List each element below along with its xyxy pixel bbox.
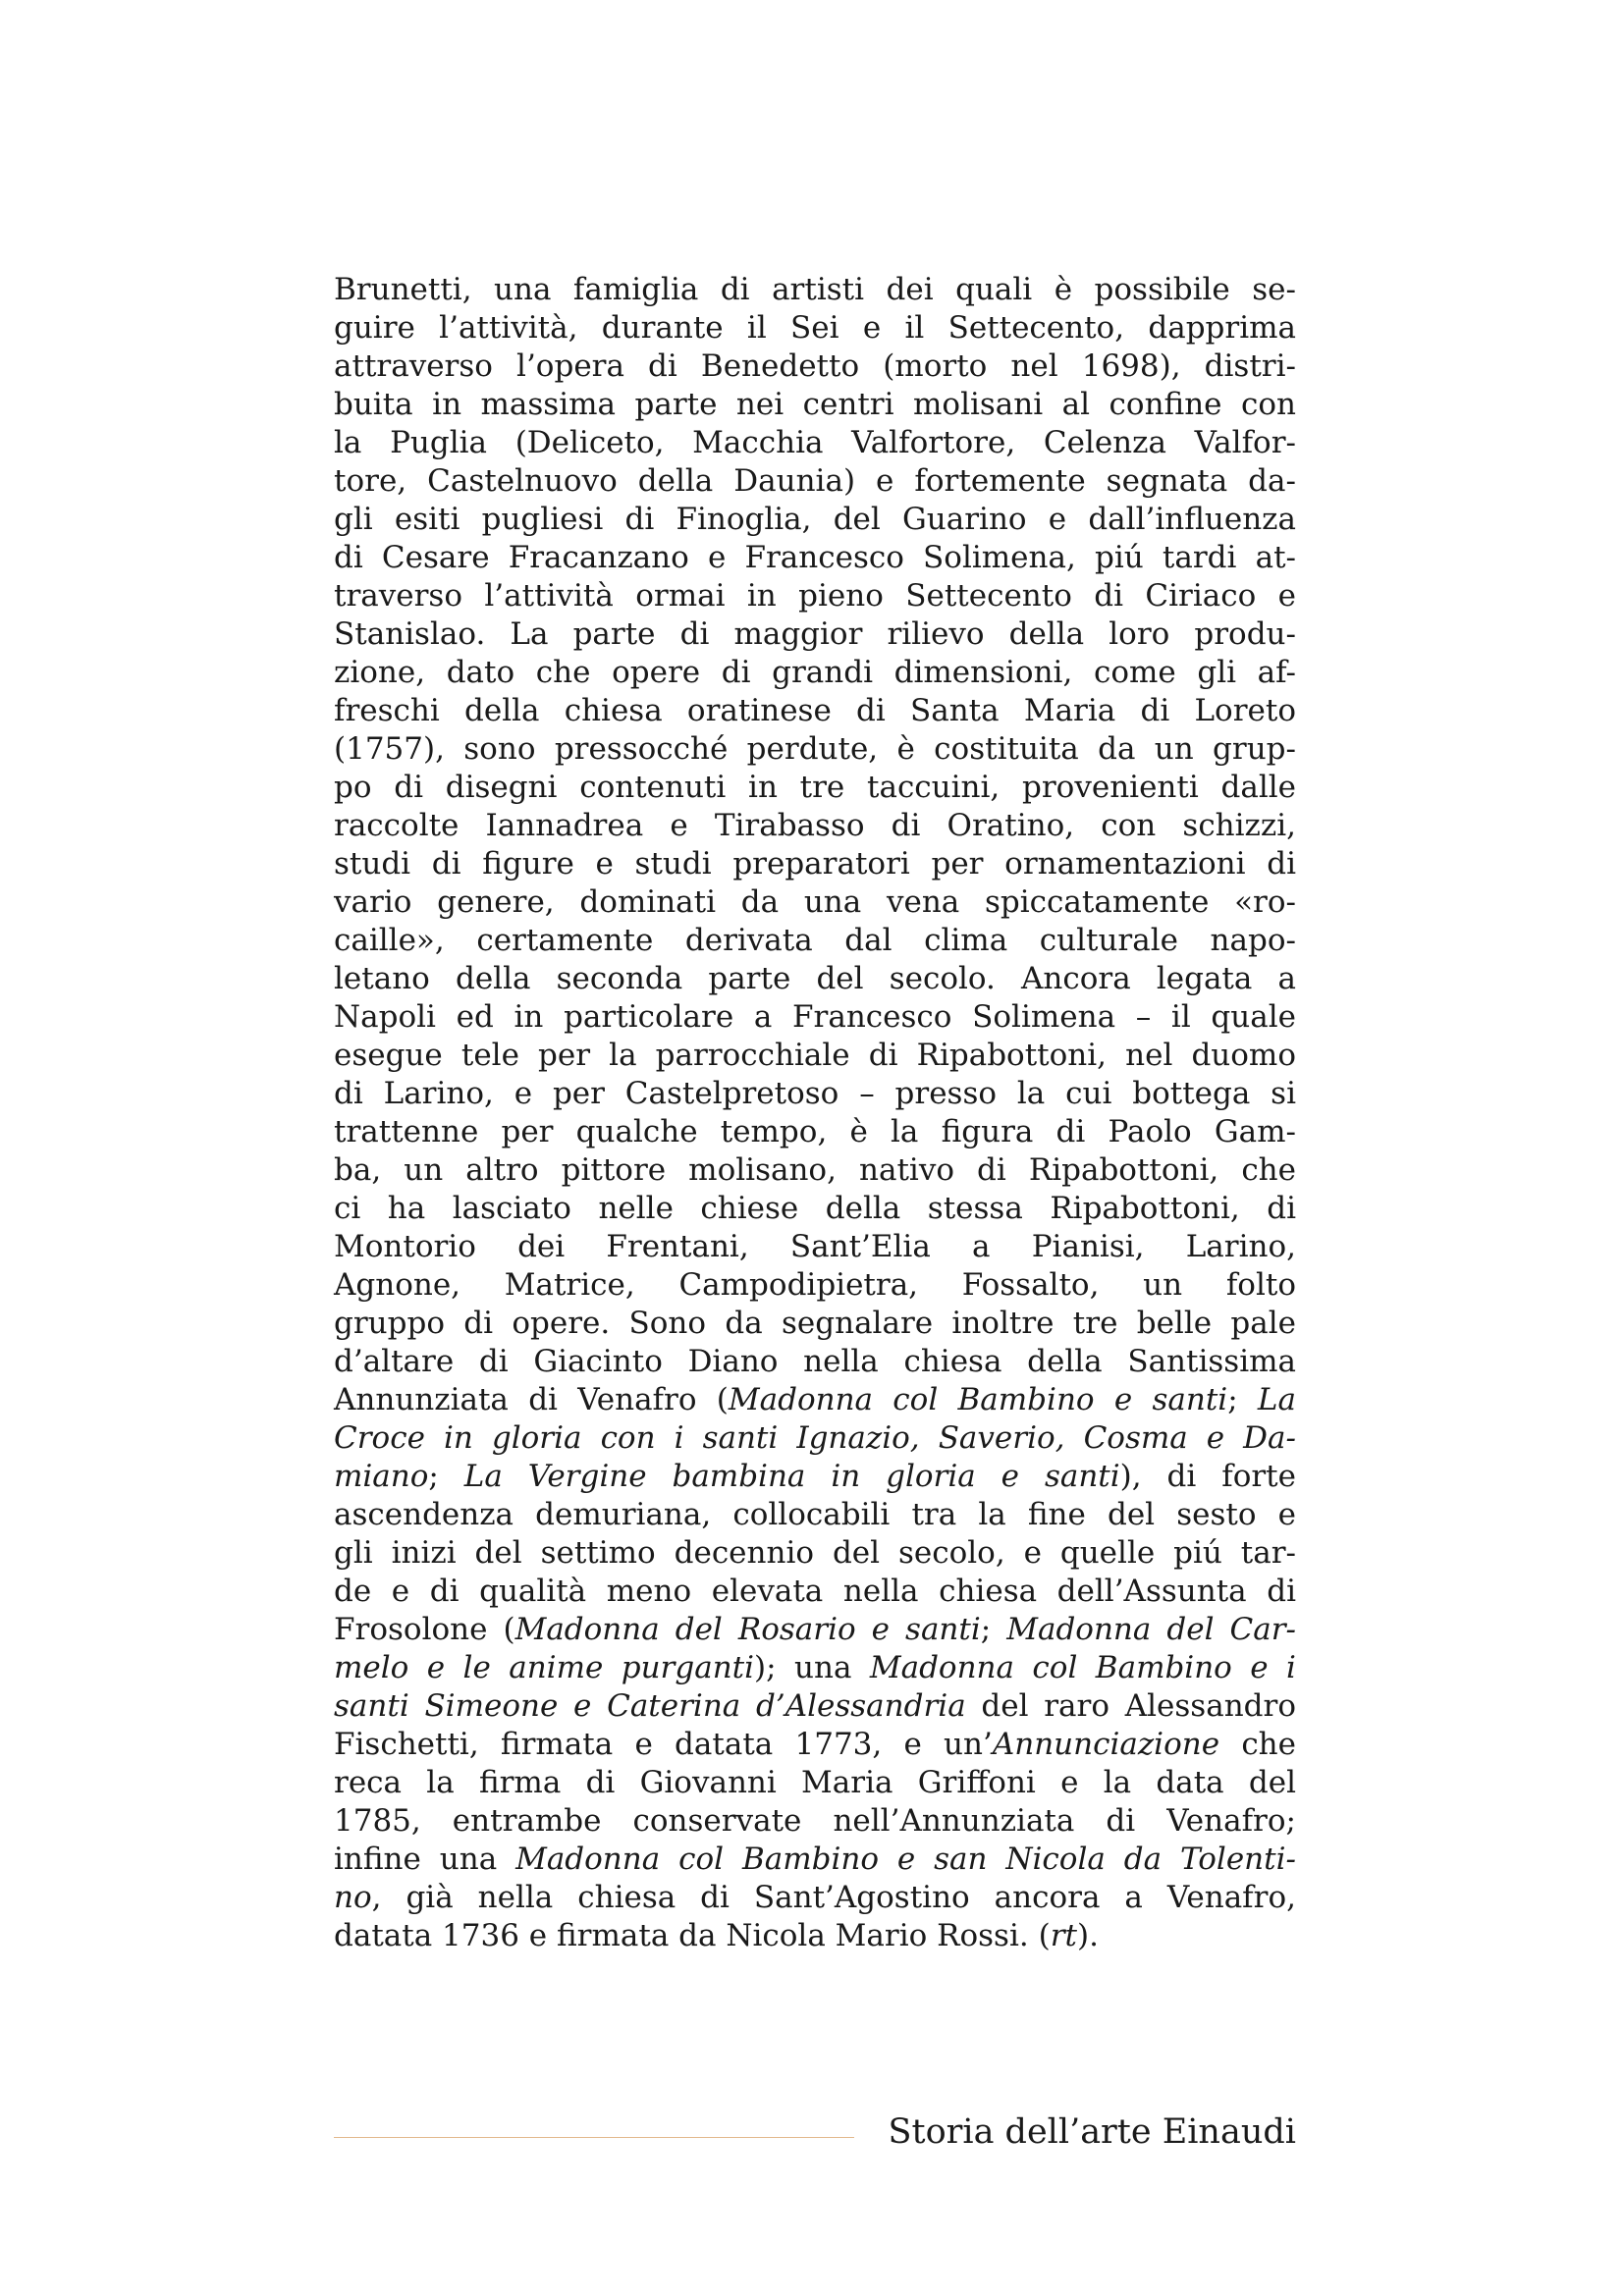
text-line: [334, 1802, 1296, 1841]
italic-text-segment: Madonna del Rosario e santi: [514, 1612, 981, 1647]
italic-text-segment: Madonna col Bambino e san Nicola da Tolenti-: [515, 1842, 1296, 1877]
footer-rule: [334, 2137, 854, 2138]
text-line: [334, 1458, 1296, 1496]
text-segment: gruppo di opere. Sono da segnalare inoltre tre belle pale: [334, 1306, 1296, 1341]
text-segment: ); una: [754, 1650, 870, 1685]
text-line: [334, 1841, 1296, 1879]
text-segment: Fischetti, firmata e datata 1773, e un’: [334, 1727, 993, 1762]
text-segment: raccolte Iannadrea e Tirabasso di Oratino, con schizzi,: [334, 808, 1296, 843]
text-line: [334, 960, 1296, 998]
text-segment: ci ha lasciato nelle chiese della stessa Ripabottoni, di: [334, 1191, 1296, 1226]
text-line: [334, 347, 1296, 386]
text-segment: tore, Castelnuovo della Daunia) e fortemente segnata da-: [334, 463, 1296, 499]
text-line: [334, 1496, 1296, 1534]
text-segment: reca la firma di Giovanni Maria Griffoni e la data del: [334, 1765, 1296, 1800]
text-line: [334, 1037, 1296, 1075]
text-segment: ).: [1076, 1918, 1099, 1953]
text-line: [334, 271, 1296, 309]
text-line: [334, 1649, 1296, 1687]
text-segment: freschi della chiesa oratinese di Santa Maria di Loreto: [334, 693, 1296, 728]
text-segment: guire l’attività, durante il Sei e il Settecento, dapprima: [334, 310, 1296, 346]
text-segment: Annunziata di Venafro (: [334, 1382, 729, 1417]
text-line: [334, 539, 1296, 577]
text-line: [334, 1534, 1296, 1573]
text-line: [334, 1381, 1296, 1419]
text-line: [334, 577, 1296, 615]
text-line: [334, 1687, 1296, 1726]
text-segment: infine una: [334, 1842, 516, 1877]
text-segment: zione, dato che opere di grandi dimensioni, come gli af-: [334, 655, 1296, 690]
text-line: [334, 1266, 1296, 1305]
text-segment: Montorio dei Frentani, Sant’Elia a Pianisi, Larino,: [334, 1229, 1296, 1264]
text-line: [334, 692, 1296, 730]
text-segment: letano della seconda parte del secolo. Ancora legata a: [334, 961, 1296, 996]
text-segment: , già nella chiesa di Sant’Agostino ancora a Venafro,: [371, 1880, 1296, 1915]
text-line: [334, 424, 1296, 462]
italic-text-segment: santi Simeone e Caterina d’Alessandria: [334, 1688, 966, 1724]
text-segment: ), di forte: [1119, 1459, 1296, 1494]
text-segment: Frosolone (: [334, 1612, 515, 1647]
text-line: [334, 1113, 1296, 1151]
text-segment: caille», certamente derivata dal clima culturale napo-: [334, 923, 1296, 958]
text-line: [334, 1075, 1296, 1113]
text-line: [334, 1879, 1296, 1917]
text-segment: buita in massima parte nei centri molisani al confine con: [334, 387, 1296, 422]
text-segment: ;: [1227, 1382, 1258, 1417]
text-segment: che: [1219, 1727, 1296, 1762]
text-segment: trattenne per qualche tempo, è la figura di Paolo Gam-: [334, 1114, 1296, 1149]
italic-text-segment: Croce in gloria con i santi Ignazio, Saverio, Cosma e Da-: [334, 1420, 1296, 1456]
text-line: [334, 1190, 1296, 1228]
text-line: [334, 309, 1296, 347]
text-line: [334, 769, 1296, 807]
italic-text-segment: no: [334, 1880, 372, 1915]
text-line: [334, 1305, 1296, 1343]
text-segment: Agnone, Matrice, Campodipietra, Fossalto, un folto: [334, 1267, 1296, 1303]
italic-text-segment: La Vergine bambina in gloria e santi: [463, 1459, 1120, 1494]
text-segment: ascendenza demuriana, collocabili tra la fine del sesto e: [334, 1497, 1296, 1532]
italic-text-segment: Madonna del Car-: [1006, 1612, 1297, 1647]
text-segment: Napoli ed in particolare a Francesco Solimena – il quale: [334, 999, 1296, 1035]
text-segment: po di disegni contenuti in tre taccuini, provenienti dalle: [334, 770, 1296, 805]
text-segment: ;: [980, 1612, 1007, 1647]
italic-text-segment: melo e le anime purganti: [334, 1650, 755, 1685]
text-line: [334, 807, 1296, 845]
italic-text-segment: La: [1257, 1382, 1296, 1417]
text-segment: del raro Alessandro: [965, 1688, 1296, 1724]
page-footer: [334, 2110, 1296, 2160]
text-segment: gli inizi del settimo decennio del secolo, e quelle piú tar-: [334, 1535, 1296, 1571]
text-segment: (1757), sono pressocché perdute, è costituita da un grup-: [334, 731, 1296, 767]
text-line: [334, 998, 1296, 1037]
text-line: [334, 1611, 1296, 1649]
text-line: [334, 1419, 1296, 1458]
text-line: [334, 883, 1296, 922]
text-segment: d’altare di Giacinto Diano nella chiesa della Santissima: [334, 1344, 1296, 1379]
text-segment: traverso l’attività ormai in pieno Settecento di Ciriaco e: [334, 578, 1296, 614]
text-line: [334, 730, 1296, 769]
text-segment: de e di qualità meno elevata nella chiesa dell’Assunta di: [334, 1574, 1296, 1609]
text-segment: datata 1736 e firmata da Nicola Mario Rossi. (: [334, 1918, 1051, 1953]
text-segment: gli esiti pugliesi di Finoglia, del Guarino e dall’influenza: [334, 502, 1296, 537]
italic-text-segment: rt: [1050, 1918, 1077, 1953]
text-segment: ba, un altro pittore molisano, nativo di Ripabottoni, che: [334, 1152, 1296, 1188]
text-segment: vario genere, dominati da una vena spiccatamente «ro-: [334, 884, 1296, 920]
text-segment: di Cesare Fracanzano e Francesco Solimena, piú tardi at-: [334, 540, 1296, 575]
text-line: [334, 1726, 1296, 1764]
text-segment: studi di figure e studi preparatori per ornamentazioni di: [334, 846, 1296, 881]
italic-text-segment: Annunciazione: [992, 1727, 1220, 1762]
text-segment: di Larino, e per Castelpretoso – presso la cui bottega si: [334, 1076, 1296, 1111]
text-segment: Stanislao. La parte di maggior rilievo della loro produ-: [334, 616, 1296, 652]
text-line: [334, 1151, 1296, 1190]
text-line: [334, 845, 1296, 883]
text-segment: esegue tele per la parrocchiale di Ripabottoni, nel duomo: [334, 1038, 1296, 1073]
text-line: [334, 1764, 1296, 1802]
text-line: [334, 501, 1296, 539]
text-segment: ;: [428, 1459, 464, 1494]
text-line: [334, 654, 1296, 692]
text-line: [334, 1343, 1296, 1381]
body-text: [334, 271, 1296, 1955]
text-line: [334, 1228, 1296, 1266]
italic-text-segment: miano: [334, 1459, 429, 1494]
italic-text-segment: Madonna col Bambino e i: [869, 1650, 1296, 1685]
italic-text-segment: Madonna col Bambino e santi: [728, 1382, 1228, 1417]
text-line: [334, 615, 1296, 654]
text-line: [334, 462, 1296, 501]
text-line: [334, 1573, 1296, 1611]
text-segment: la Puglia (Deliceto, Macchia Valfortore, Celenza Valfor-: [334, 425, 1296, 460]
footer-title: Storia dell’arte Einaudi: [888, 2112, 1296, 2152]
text-line: [334, 1917, 1296, 1955]
text-line: [334, 386, 1296, 424]
text-segment: 1785, entrambe conservate nell’Annunziata di Venafro;: [334, 1803, 1296, 1839]
text-segment: attraverso l’opera di Benedetto (morto nel 1698), distri-: [334, 348, 1296, 384]
text-segment: Brunetti, una famiglia di artisti dei quali è possibile se-: [334, 272, 1296, 307]
text-line: [334, 922, 1296, 960]
